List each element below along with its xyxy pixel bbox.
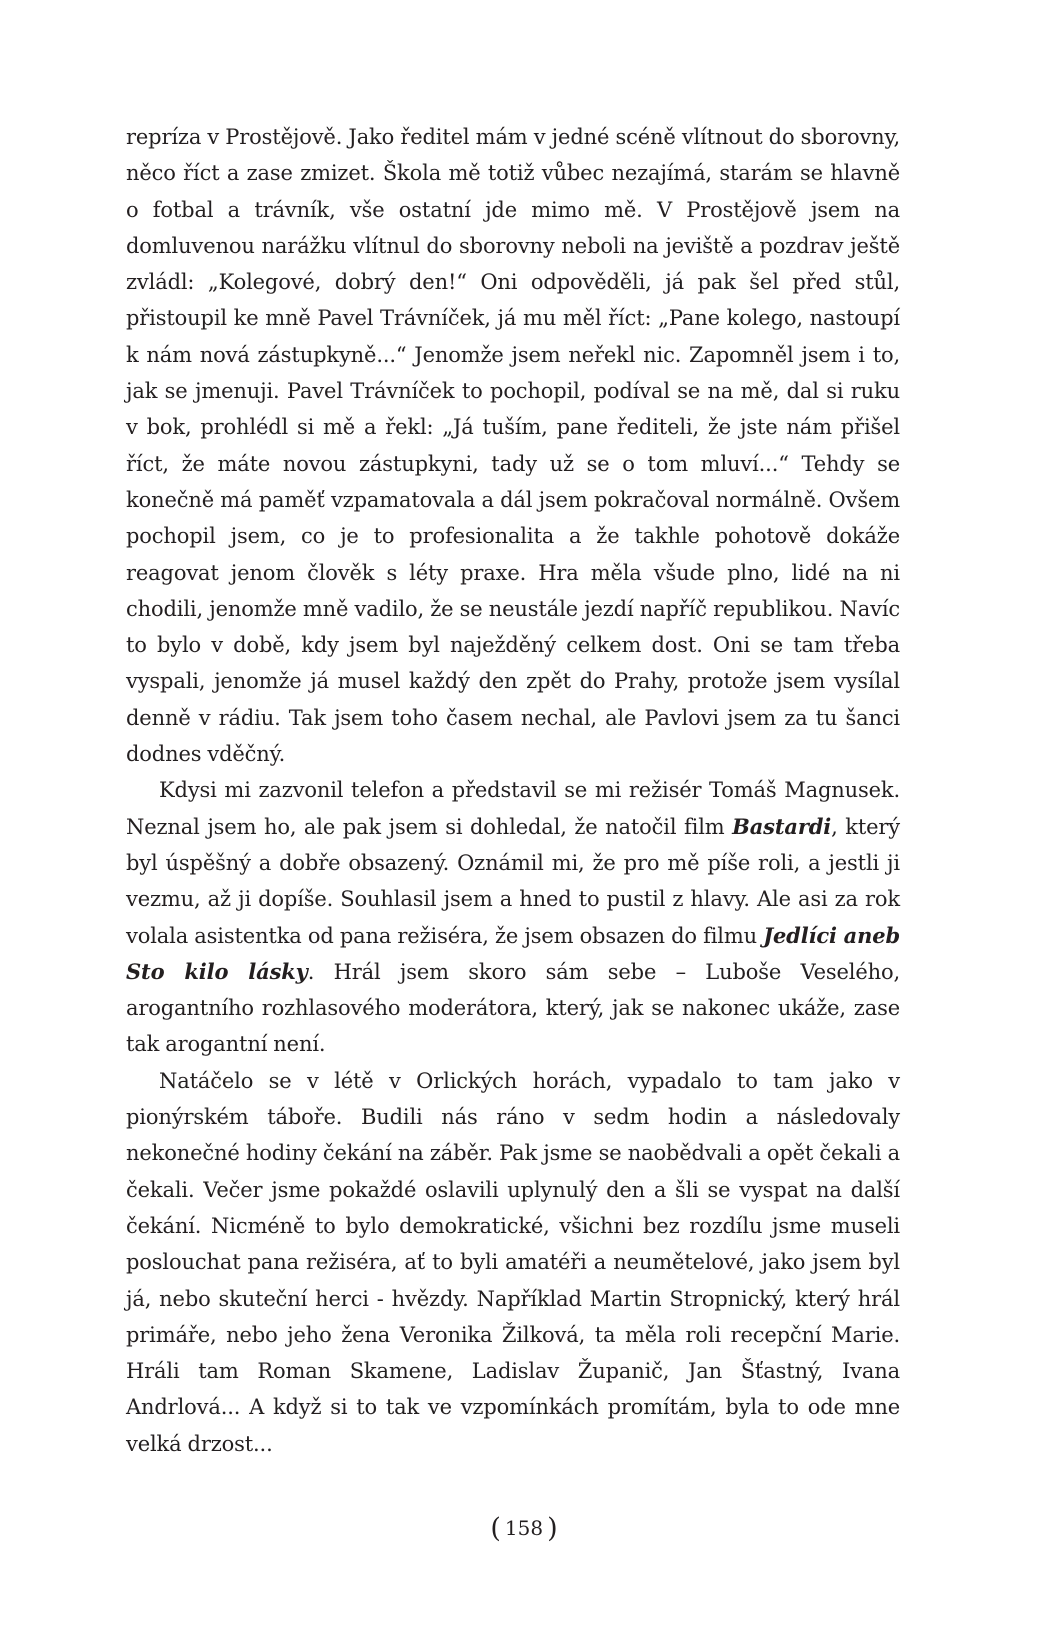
body-text: [126, 119, 900, 1462]
paragraph-2-text-c: . Hrál jsem skoro sám sebe – Luboše Veselého, arogantního rozhlasového moderátora, který, jak se nakonec ukáže, zase tak arogantní není.: [126, 959, 900, 1057]
paragraph-2-text-b: , který byl úspěšný a dobře obsazený. Oznámil mi, že pro mě píše roli, a jestli ji vezmu, až ji dopíše. Souhlasil jsem a hned to pustil z hlavy. Ale asi za rok volala asistentka od pana režiséra, že jsem obsazen do filmu: [126, 814, 901, 948]
page-number: [0, 1508, 1048, 1549]
page-number-value: 158: [504, 1516, 544, 1540]
paragraph-2: [126, 772, 900, 1062]
film-title-jedlici: Jedlíci aneb Sto kilo lásky: [126, 922, 900, 984]
paragraph-1-text: repríza v Prostějově. Jako ředitel mám v jedné scéně vlítnout do sborovny, něco říct a zase zmizet. Škola mě totiž vůbec nezajímá, starám se hlavně o fotbal a trávník, vše ostatní jde mimo mě. V Prostějově jsem na domluvenou narážku vlítnul do sborovny neboli na jeviště a pozdrav ještě zvládl: „Kolegové, dobrý den!“ Oni odpověděli, já pak šel před stůl, přistoupil ke mně Pavel Trávníček, já mu měl říct: „Pane kolego, nastoupí k nám nová zástupkyně...“ Jenomže jsem neřekl nic. Zapomněl jsem i to, jak se jmenuji. Pavel Trávníček to pochopil, podíval se na mě, dal si ruku v bok, prohlédl si mě a řekl: „Já tuším, pane řediteli, že jste nám přišel říct, že máte novou zástupkyni, tady už se o tom mluví...“ Tehdy se konečně má paměť vzpamatovala a dál jsem pokračoval normálně. Ovšem pochopil jsem, co je to profesionalita a že takhle pohotově dokáže reagovat jenom člověk s léty praxe. Hra měla všude plno, lidé na ni chodili, jenomže mně vadilo, že se neustále jezdí napříč republikou. Navíc to bylo v době, kdy jsem byl naježděný celkem dost. Oni se tam třeba vyspali, jenomže já musel každý den zpět do Prahy, protože jsem vysílal denně v rádiu. Tak jsem toho časem nechal, ale Pavlovi jsem za tu šanci dodnes vděčný.: [126, 125, 900, 767]
film-title-bastardi: Bastardi: [732, 813, 832, 839]
paragraph-3: [126, 1063, 900, 1462]
page-number-close-bracket: ): [547, 1513, 558, 1544]
paragraph-3-text: Natáčelo se v létě v Orlických horách, vypadalo to tam jako v pionýrském táboře. Budili nás ráno v sedm hodin a následovaly nekonečné hodiny čekání na záběr. Pak jsme se naobědvali a opět čekali a čekali. Večer jsme pokaždé oslavili uplynulý den a šli se vyspat na další čekání. Nicméně to bylo demokratické, všichni bez rozdílu jsme museli poslouchat pana režiséra, ať to byli amatéři a neumětelové, jako jsem byl já, nebo skuteční herci - hvězdy. Například Martin Stropnický, který hrál primáře, nebo jeho žena Veronika Žilková, ta měla roli recepční Marie. Hráli tam Roman Skamene, Ladislav Županič, Jan Šťastný, Ivana Andrlová... A když si to tak ve vzpomínkách promítám, byla to ode mne velká drzost...: [126, 1068, 900, 1456]
paragraph-1: [126, 119, 900, 772]
page-number-open-bracket: (: [490, 1513, 501, 1544]
paragraph-2-text-a: Kdysi mi zazvonil telefon a představil se mi režisér Tomáš Magnusek. Neznal jsem ho, ale pak jsem si dohledal, že natočil film: [126, 778, 900, 839]
